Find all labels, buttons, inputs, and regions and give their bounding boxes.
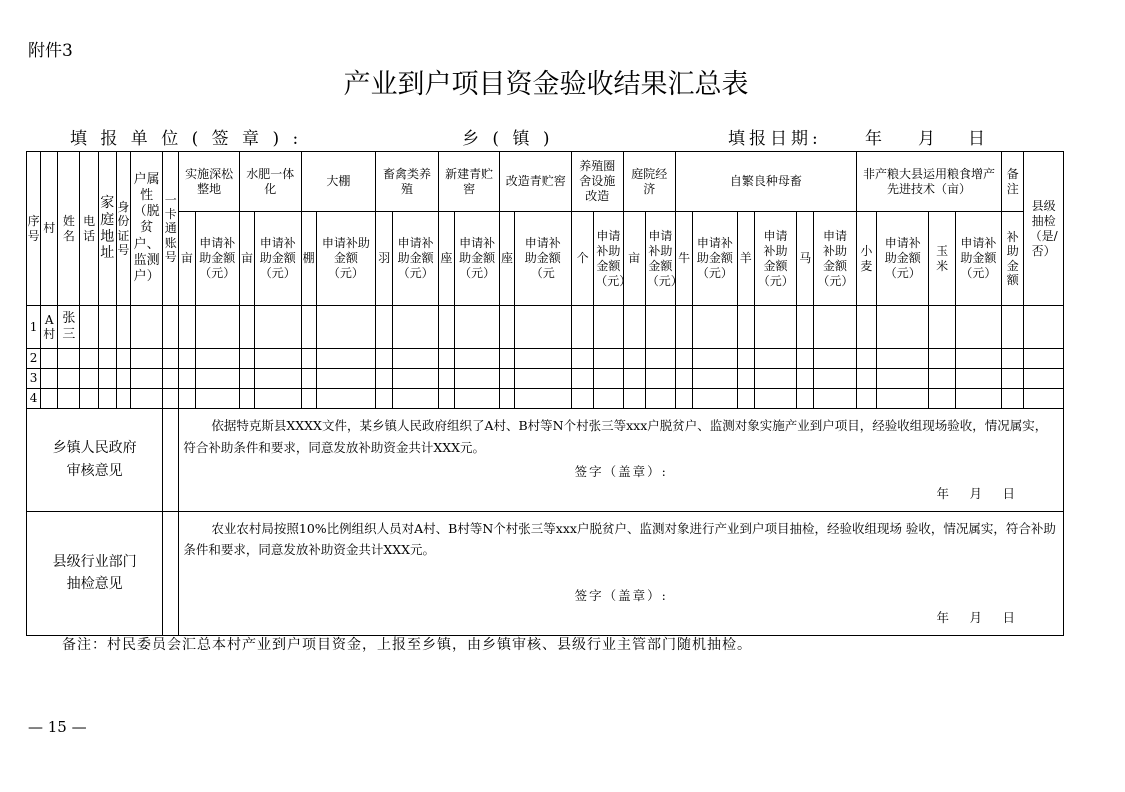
group-deep-tillage: 实施深松整地 (179, 152, 240, 212)
seq-cell: 2 (27, 349, 41, 369)
unit-mu: 亩 (179, 212, 195, 306)
seq-cell: 3 (27, 369, 41, 389)
group-water-fertilizer: 水肥一体化 (239, 152, 301, 212)
summary-table (26, 151, 1064, 636)
col-idcard: 身份证号 (116, 152, 130, 306)
township-review-date: 年 月 日 (936, 485, 1019, 501)
table-row (27, 369, 1064, 389)
unit-feather: 羽 (376, 212, 393, 306)
group-livestock: 畜禽类养殖 (376, 152, 439, 212)
col-village: 村 (41, 152, 58, 306)
township-review-row (27, 409, 1064, 512)
unit-horse: 马 (797, 212, 814, 306)
fill-unit-label: 填 报 单 位 ( 签 章 ) : (70, 129, 303, 149)
date-year: 年 (865, 129, 886, 149)
county-review-row (27, 511, 1064, 636)
apply-amount: 申请补助金额（元） (594, 212, 623, 306)
group-new-silo: 新建青贮窖 (438, 152, 500, 212)
apply-amount: 申请补助金额（元） (814, 212, 856, 306)
apply-amount: 申请补助金额（元） (195, 212, 239, 306)
name-cell (58, 369, 80, 389)
county-review-text: 农业农村局按照10%比例组织人员对A村、B村等N个村张三等xxx户脱贫户、监测对象进行产业到户项目抽检，经验收组现场 验收，情况属实，符合补助条件和要求，同意发放补助资金共计XXX元。 (183, 520, 1056, 558)
crop-wheat: 小麦 (856, 212, 876, 306)
table-row (27, 349, 1064, 369)
county-review-date: 年 月 日 (936, 610, 1019, 626)
township-review-sign: 签字（盖章）: (574, 463, 668, 479)
crop-corn: 玉米 (929, 212, 955, 306)
apply-amount: 申请补助金额（元） (316, 212, 376, 306)
unit-mu: 亩 (623, 212, 645, 306)
page-title: 产业到户项目资金验收结果汇总表 (343, 69, 749, 100)
group-breeding-stock: 自繁良种母畜 (676, 152, 857, 212)
county-review-content (179, 511, 1064, 636)
unit-greenhouse: 棚 (301, 212, 316, 306)
col-county-check: 县级抽检（是/否） (1024, 152, 1064, 306)
col-remark: 备注 (1002, 152, 1024, 212)
col-seq: 序号 (27, 152, 41, 306)
apply-amount: 申请补助金额（元 (514, 212, 572, 306)
footnote: 备注：村民委员会汇总本村产业到户项目资金，上报至乡镇，由乡镇审核、县级行业主管部门随机抽检。 (62, 637, 752, 653)
col-address: 家庭地址 (98, 152, 116, 306)
apply-amount: 申请补助金额（元） (754, 212, 796, 306)
attachment-label: 附件3 (28, 41, 73, 61)
col-name: 姓名 (58, 152, 80, 306)
unit-mu: 亩 (239, 212, 254, 306)
group-pen-renovation: 养殖圈舍设施改造 (572, 152, 623, 212)
unit-sheep: 羊 (737, 212, 754, 306)
subsidy-amount: 补助金额 (1002, 212, 1024, 306)
seq-cell: 1 (27, 306, 41, 349)
apply-amount: 申请补助金额（元） (393, 212, 438, 306)
apply-amount: 申请补助金额（元） (876, 212, 928, 306)
village-cell: A村 (41, 306, 58, 349)
county-review-label: 县级行业部门抽检意见 (27, 511, 163, 636)
apply-amount: 申请补助金额（元） (955, 212, 1001, 306)
township-label: 乡 ( 镇 ) (462, 129, 554, 149)
page-number: — 15 — (28, 718, 87, 736)
unit-cattle: 牛 (676, 212, 693, 306)
village-cell (41, 349, 58, 369)
table-row (27, 389, 1064, 409)
county-review-sign: 签字（盖章）: (574, 588, 668, 604)
table-row (27, 306, 1064, 349)
name-cell (58, 349, 80, 369)
date-month: 月 (918, 129, 939, 149)
unit-piece: 个 (572, 212, 594, 306)
name-cell: 张三 (58, 306, 80, 349)
group-greenhouse: 大棚 (301, 152, 376, 212)
village-cell (41, 389, 58, 409)
apply-amount: 申请补助金额（元） (255, 212, 301, 306)
col-household-type: 户属性（脱贫户、监测户） (130, 152, 162, 306)
group-grain-tech: 非产粮大县运用粮食增产先进技术（亩） (856, 152, 1001, 212)
apply-amount: 申请补助金额（元） (454, 212, 499, 306)
name-cell (58, 389, 80, 409)
township-review-text: 依据特克斯县XXXX文件，某乡镇人民政府组织了A村、B村等N个村张三等xxx户脱贫户、监测对象实施产业到户项目，经验收组现场验收，情况属实，符合补助条件和要求，同意发放补助资金共计XXX元。 (183, 418, 1048, 455)
village-cell (41, 369, 58, 389)
township-review-label: 乡镇人民政府审核意见 (27, 409, 163, 512)
unit-seat: 座 (500, 212, 514, 306)
unit-seat: 座 (438, 212, 454, 306)
group-courtyard-economy: 庭院经济 (623, 152, 676, 212)
apply-amount: 申请补助金额（元） (645, 212, 675, 306)
group-silo-renovation: 改造青贮窖 (500, 152, 572, 212)
col-account: 一卡通账号 (163, 152, 179, 306)
date-day: 日 (968, 129, 989, 149)
seq-cell: 4 (27, 389, 41, 409)
apply-amount: 申请补助金额（元） (693, 212, 737, 306)
fill-date-label: 填报日期: (728, 129, 822, 149)
col-phone: 电话 (80, 152, 98, 306)
township-review-content (179, 409, 1064, 512)
